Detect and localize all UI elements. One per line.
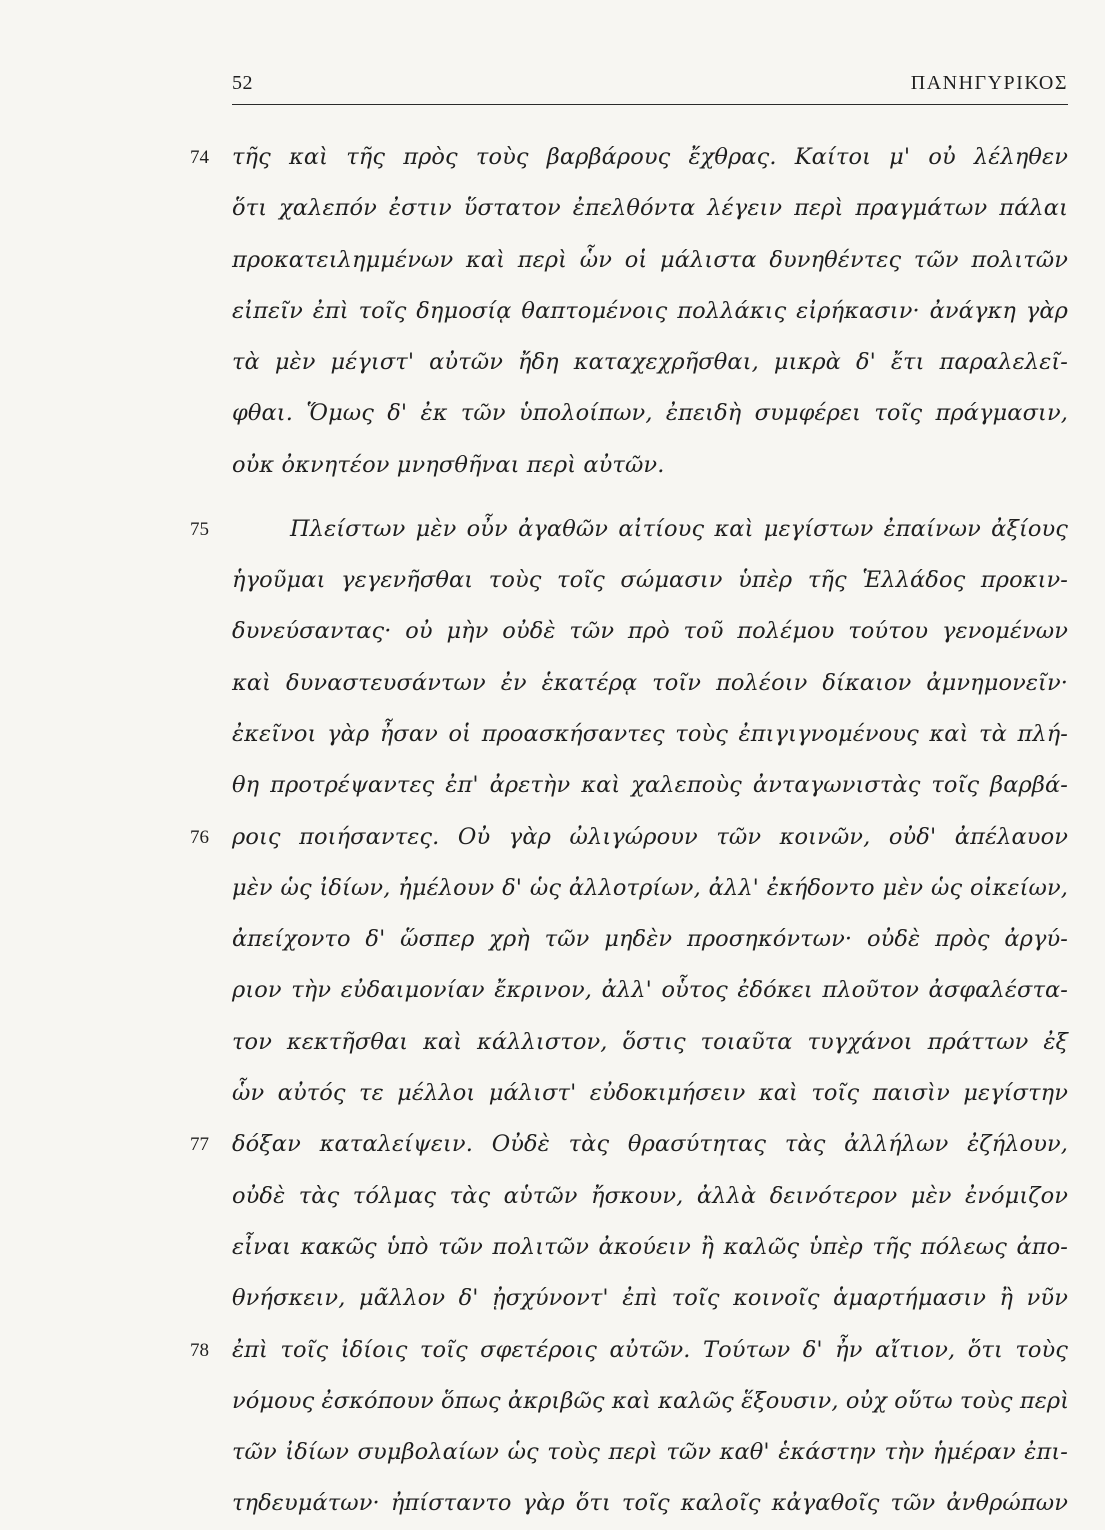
line-text: ὧν αὐτός τε μέλλοι μάλιστ' εὐδοκιμήσειν καὶ τοῖς παισὶν μεγίστην (232, 1080, 1068, 1107)
text-line (190, 132, 1070, 183)
line-text: ἡγοῦμαι γεγενῆσθαι τοὺς τοῖς σώμασιν ὑπὲρ τῆς Ἑλλάδος προκιν- (232, 567, 1068, 594)
line-text: τηδευμάτων· ἠπίσταντο γὰρ ὅτι τοῖς καλοῖς κἀγαθοῖς τῶν ἀνθρώπων (232, 1490, 1068, 1517)
page-number: 52 (232, 72, 253, 94)
text-line (190, 1273, 1070, 1324)
running-head (232, 68, 1068, 105)
line-text: τὰ μὲν μέγιστ' αὐτῶν ἤδη καταχεχρῆσθαι, μικρὰ δ' ἔτι παραλελεῖ- (232, 349, 1068, 376)
text-line (190, 1171, 1070, 1222)
text-line (190, 1017, 1070, 1068)
line-text: μὲν ὡς ἰδίων, ἠμέλουν δ' ὡς ἀλλοτρίων, ἀλλ' ἐκήδοντο μὲν ὡς οἰκείων, (232, 874, 1068, 901)
section-number: 75 (190, 518, 209, 540)
line-text: θνήσκειν, μᾶλλον δ' ᾐσχύνοντ' ἐπὶ τοῖς κοινοῖς ἁμαρτήμασιν ἢ νῦν (232, 1285, 1068, 1312)
line-text: οὐδὲ τὰς τόλμας τὰς αὑτῶν ἤσκουν, ἀλλὰ δεινότερον μὲν ἐνόμιζον (232, 1182, 1068, 1209)
text-line (190, 1478, 1070, 1529)
text-line (190, 388, 1070, 439)
line-text: εἶναι κακῶς ὑπὸ τῶν πολιτῶν ἀκούειν ἢ καλῶς ὑπὲρ τῆς πόλεως ἀπο- (232, 1233, 1068, 1260)
text-line (190, 1068, 1070, 1119)
line-text: ἐπὶ τοῖς ἰδίοις τοῖς σφετέροις αὐτῶν. Τούτων δ' ἦν αἴτιον, ὅτι τοὺς (232, 1336, 1068, 1363)
line-text: τῆς καὶ τῆς πρὸς τοὺς βαρβάρους ἔχθρας. Καίτοι μ' οὐ λέληθεν (232, 144, 1068, 170)
text-line (190, 863, 1070, 914)
line-text: οὐκ ὀκνητέον μνησθῆναι περὶ αὐτῶν. (232, 451, 665, 478)
line-text: ἀπείχοντο δ' ὥσπερ χρὴ τῶν μηδὲν προσηκόντων· οὐδὲ πρὸς ἀργύ- (232, 926, 1068, 953)
text-line (190, 1119, 1070, 1170)
text-line (190, 286, 1070, 337)
text-line (190, 965, 1070, 1016)
text-body (190, 132, 1070, 1530)
section-number: 74 (190, 147, 209, 168)
text-line (190, 812, 1070, 863)
text-line (190, 1376, 1070, 1427)
line-text: νόμους ἐσκόπουν ὅπως ἀκριβῶς καὶ καλῶς ἕξουσιν, οὐχ οὕτω τοὺς περὶ (232, 1387, 1070, 1414)
text-line (190, 914, 1070, 965)
line-text: ροις ποιήσαντες. Οὐ γὰρ ὠλιγώρουν τῶν κοινῶν, οὐδ' ἀπέλαυον (232, 823, 1068, 850)
text-line (190, 1222, 1070, 1273)
text-line (190, 555, 1070, 606)
line-text: εἰπεῖν ἐπὶ τοῖς δημοσίᾳ θαπτομένοις πολλάκις εἰρήκασιν· ἀνάγκη γὰρ (232, 297, 1068, 324)
text-line (190, 1427, 1070, 1478)
line-text: φθαι. Ὅμως δ' ἐκ τῶν ὑπολοίπων, ἐπειδὴ συμφέρει τοῖς πράγμασιν, (232, 400, 1068, 427)
line-text: δυνεύσαντας· οὐ μὴν οὐδὲ τῶν πρὸ τοῦ πολέμου τούτου γενομένων (232, 618, 1068, 645)
text-line (190, 606, 1070, 657)
text-line (190, 658, 1070, 709)
text-line (190, 760, 1070, 811)
text-line (190, 709, 1070, 760)
section-number: 77 (190, 1134, 209, 1156)
text-line (190, 504, 1070, 555)
line-text: ριον τὴν εὐδαιμονίαν ἔκρινον, ἀλλ' οὗτος ἐδόκει πλοῦτον ἀσφαλέστα- (232, 977, 1068, 1004)
line-text: Πλείστων μὲν οὖν ἀγαθῶν αἰτίους καὶ μεγίστων ἐπαίνων ἀξίους (290, 515, 1068, 542)
line-text: τῶν ἰδίων συμβολαίων ὡς τοὺς περὶ τῶν καθ' ἑκάστην τὴν ἡμέραν ἐπι- (232, 1439, 1068, 1466)
book-title: ΠΑΝΗΓΥΡΙΚΟΣ (910, 72, 1068, 94)
line-text: ὅτι χαλεπόν ἐστιν ὕστατον ἐπελθόντα λέγειν περὶ πραγμάτων πάλαι (232, 195, 1068, 222)
text-line (190, 183, 1070, 234)
section-number: 76 (190, 826, 209, 848)
line-text: προκατειλημμένων καὶ περὶ ὧν οἱ μάλιστα δυνηθέντες τῶν πολιτῶν (232, 246, 1068, 273)
text-line (190, 1325, 1070, 1376)
line-text: ἐκεῖνοι γὰρ ἦσαν οἱ προασκήσαντες τοὺς ἐπιγιγνομένους καὶ τὰ πλή- (232, 720, 1068, 747)
line-text: τον κεκτῆσθαι καὶ κάλλιστον, ὅστις τοιαῦτα τυγχάνοι πράττων ἐξ (232, 1028, 1068, 1055)
line-text: θη προτρέψαντες ἐπ' ἀρετὴν καὶ χαλεποὺς ἀνταγωνιστὰς τοῖς βαρβά- (232, 772, 1068, 799)
text-line (190, 337, 1070, 388)
section-number: 78 (190, 1339, 209, 1361)
text-line (190, 235, 1070, 286)
line-text: καὶ δυναστευσάντων ἐν ἑκατέρᾳ τοῖν πολέοιν δίκαιον ἀμνημονεῖν· (232, 669, 1068, 696)
line-text: δόξαν καταλείψειν. Οὐδὲ τὰς θρασύτητας τὰς ἀλλήλων ἐζήλουν, (232, 1131, 1068, 1158)
text-line (190, 440, 1070, 504)
